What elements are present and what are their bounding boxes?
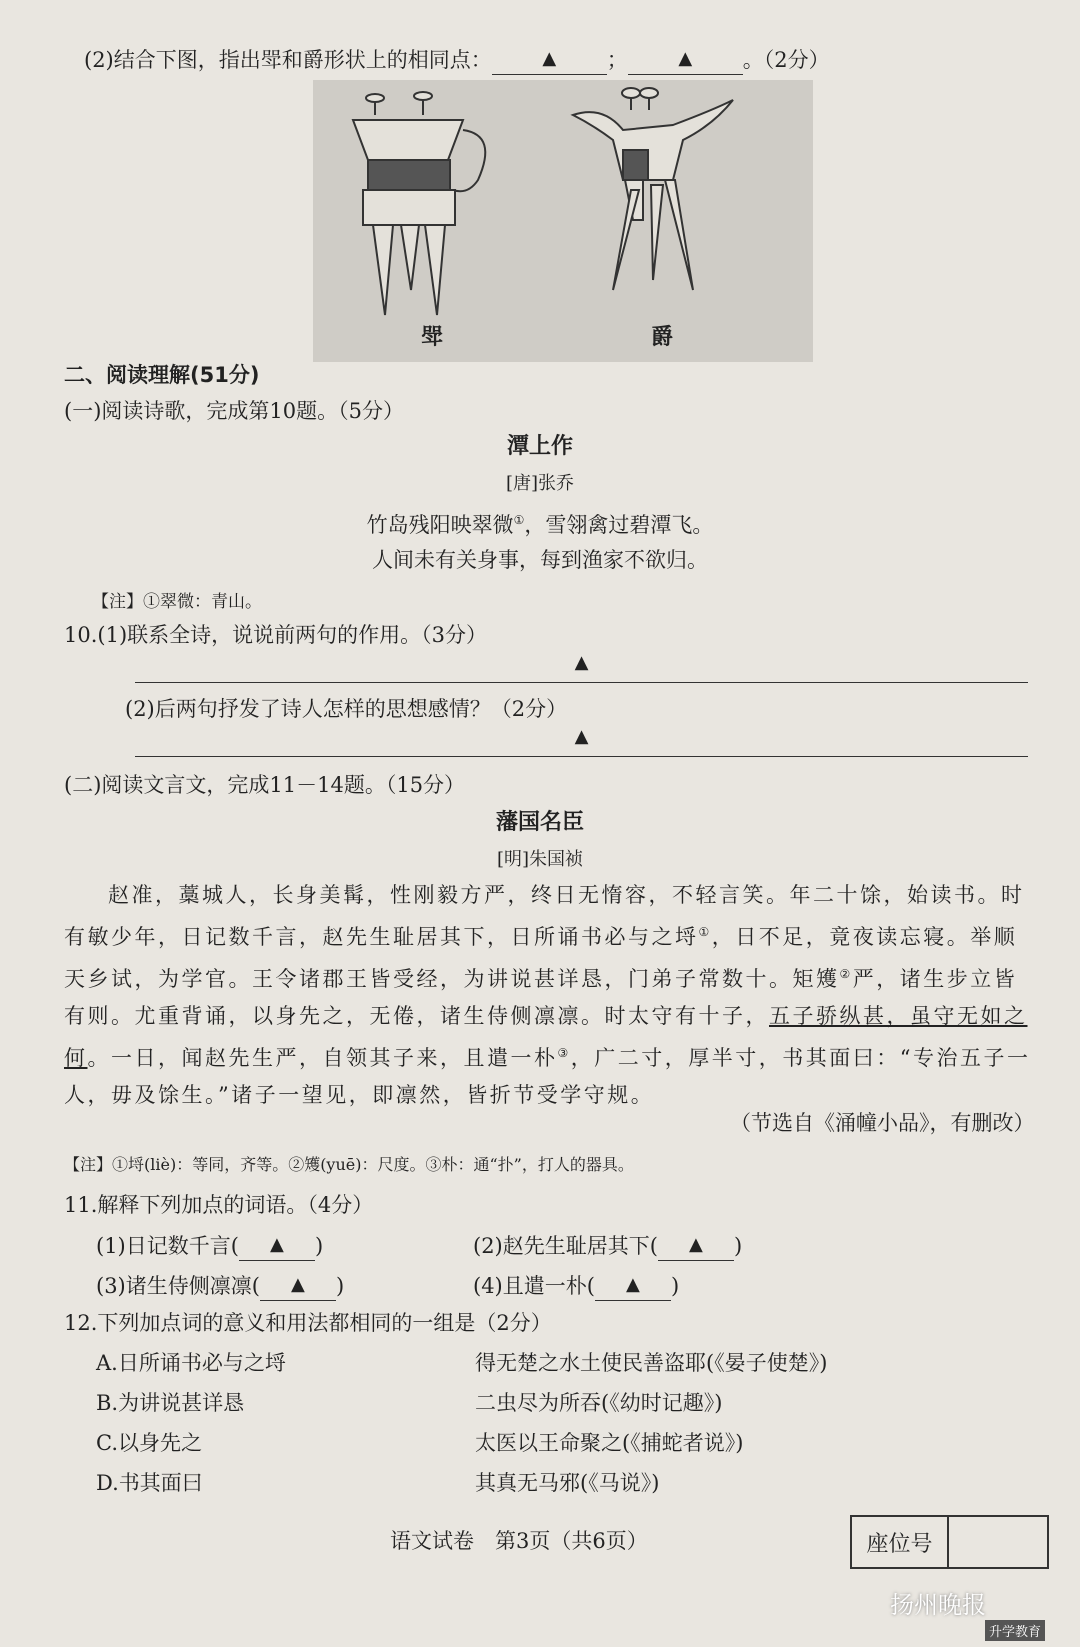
classical-source: （节选自《涌幢小品》，有删改） — [730, 1111, 1035, 1135]
q11-item-2: (2)赵先生耻居其下( ▲ ) — [473, 1228, 742, 1261]
seat-number-box — [850, 1515, 1049, 1569]
q12-option-a-left[interactable]: A.日所诵书必与之埒 — [96, 1351, 286, 1375]
vessel-drawings — [313, 80, 813, 362]
watermark-sub: 升学教育 — [985, 1620, 1045, 1641]
q12-option-a-right: 得无楚之水土使民善盗耶(《晏子使楚》) — [475, 1351, 828, 1375]
poem-intro: (一)阅读诗歌，完成第10题。（5分） — [64, 399, 404, 423]
section-title: 二、阅读理解(51分) — [64, 363, 260, 387]
classical-title: 藩国名臣 — [495, 810, 584, 835]
jia-vessel-illustration — [353, 92, 485, 315]
classical-passage: 赵准，藁城人，长身美髯，性刚毅方严，终日无惰容，不轻言笑。年二十馀，始读书。时有敏少年，日记数千言，赵先生耻居其下，日所诵书必与之埒①，日不足，竟夜读忘寝。举顺天乡试，为学官。王令诸郡王皆受经，为讲说甚详恳，门弟子常数十。矩矱②严，诸生步立皆有则。尤重背诵，以身先之，无倦，诸生侍侧凛凛。时太守有十子，五子骄纵甚，虽守无如之何。一日，闻赵先生严，自领其子来，且遣一朴③，广二寸，厚半寸，书其面曰：“专治五子一人，毋及馀生。”诸子一望见，即凛然，皆折节受学守规。 — [64, 883, 1031, 1107]
q12-option-d-left[interactable]: D.书其面曰 — [96, 1471, 203, 1495]
q11-answer-2[interactable]: ▲ — [658, 1228, 734, 1261]
q10-1-answer-line[interactable]: ▲ — [135, 652, 1028, 683]
classical-intro: (二)阅读文言文，完成11－14题。（15分） — [64, 773, 466, 797]
q11-item-1: (1)日记数千言( ▲ ) — [96, 1228, 323, 1261]
poem-line-2: 人间未有关身事，每到渔家不欲归。 — [372, 548, 708, 572]
jue-vessel-illustration — [573, 88, 733, 290]
page-number: 语文试卷 第3页（共6页） — [390, 1529, 648, 1553]
q11-item-3: (3)诸生侍侧凛凛( ▲ ) — [96, 1268, 344, 1301]
q11-answer-1[interactable]: ▲ — [239, 1228, 315, 1261]
q12-option-b-left[interactable]: B.为讲说甚详恳 — [96, 1391, 245, 1415]
q12-option-c-right: 太医以王命聚之(《捕蛇者说》) — [475, 1431, 744, 1455]
answer-blank-1[interactable]: ▲ — [492, 42, 607, 75]
q10-2-prompt: (2)后两句抒发了诗人怎样的思想感情？（2分） — [125, 697, 568, 721]
q11-title: 11.解释下列加点的词语。（4分） — [64, 1193, 374, 1217]
q9-2-prompt: (2)结合下图，指出斝和爵形状上的相同点： ▲ ； ▲ 。（2分） — [84, 42, 830, 75]
seat-label: 座位号 — [852, 1517, 949, 1567]
classical-author: [明]朱国祯 — [496, 849, 584, 870]
figure-label-jue: 爵 — [651, 325, 674, 350]
q11-answer-3[interactable]: ▲ — [260, 1268, 336, 1301]
poem-line-1: 竹岛残阳映翠微①，雪翎禽过碧潭飞。 — [366, 513, 714, 537]
q11-item-4: (4)且遣一朴( ▲ ) — [473, 1268, 679, 1301]
poem-author: [唐]张乔 — [505, 473, 575, 494]
q12-option-d-right: 其真无马邪(《马说》) — [475, 1471, 660, 1495]
underlined-sentence: 五子骄纵甚，虽守无如之何 — [64, 1004, 1028, 1070]
q12-option-b-right: 二虫尽为所吞(《幼时记趣》) — [475, 1391, 723, 1415]
watermark: 扬州晚报 — [890, 1591, 986, 1619]
q12-title: 12.下列加点词的意义和用法都相同的一组是（2分） — [64, 1311, 552, 1335]
poem-title: 潭上作 — [506, 434, 573, 459]
q11-answer-4[interactable]: ▲ — [595, 1268, 671, 1301]
q12-option-c-left[interactable]: C.以身先之 — [96, 1431, 202, 1455]
vessel-figure — [313, 80, 813, 362]
classical-note: 【注】①埒(liè)：等同，齐等。②矱(yuē)：尺度。③朴：通“扑”，打人的器具。 — [64, 1155, 634, 1174]
seat-number-field[interactable] — [949, 1517, 1047, 1567]
q10-2-answer-line[interactable]: ▲ — [135, 726, 1028, 757]
q10-1-prompt: 10.(1)联系全诗，说说前两句的作用。（3分） — [64, 623, 488, 647]
answer-blank-2[interactable]: ▲ — [628, 42, 743, 75]
figure-label-jia: 斝 — [421, 325, 444, 350]
poem-note: 【注】①翠微：青山。 — [92, 592, 262, 612]
